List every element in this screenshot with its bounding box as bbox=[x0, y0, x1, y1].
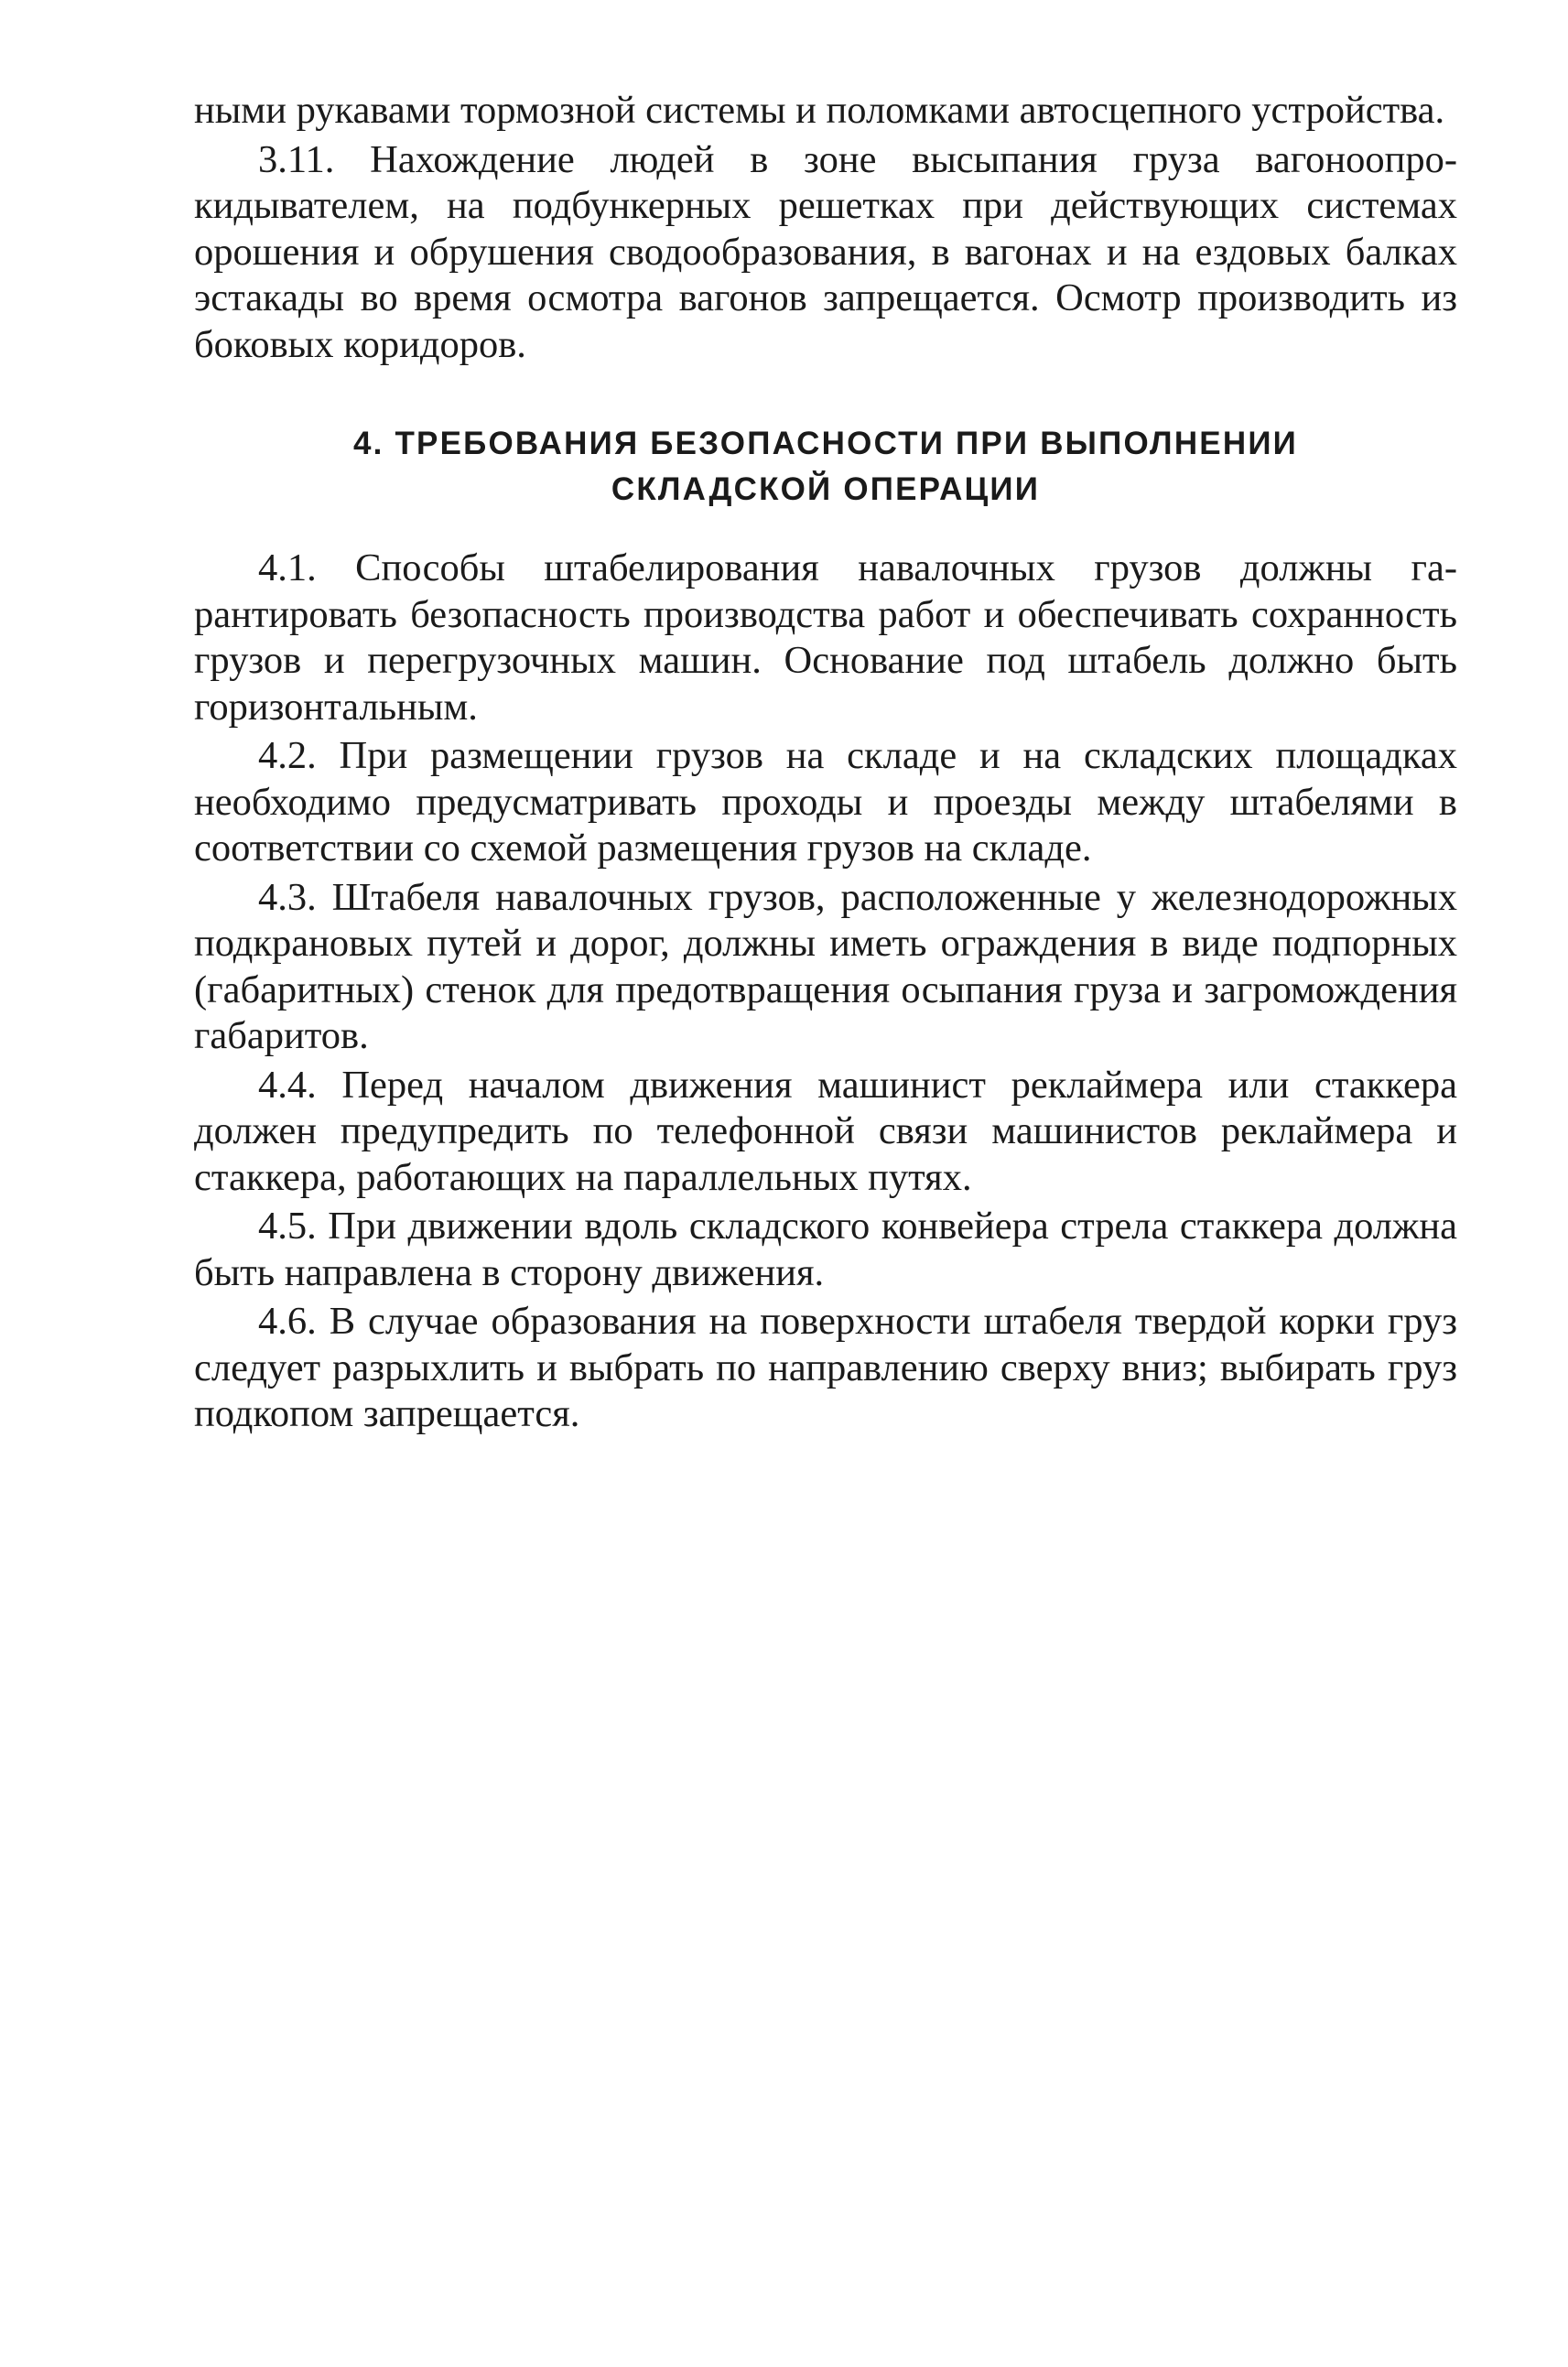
section-4-heading-line-2: СКЛАДСКОЙ ОПЕРАЦИИ bbox=[611, 471, 1041, 507]
paragraph-4-5: 4.5. При движении вдоль складского конвейера стрела стаккера должна быть направлена в сторону движения. bbox=[194, 1205, 1457, 1294]
section-4-heading bbox=[194, 421, 1457, 513]
paragraph-4-4: 4.4. Перед началом движения машинист реклаймера или стаккера должен предупредить по телефонной связи машинистов реклаймера и стаккера, работающих на параллельных путях. bbox=[194, 1063, 1457, 1199]
paragraph-3-10-continuation: ными рукавами тормозной системы и поломками автосцепного устройства. bbox=[194, 89, 1445, 132]
section-4-heading-line-1: 4. ТРЕБОВАНИЯ БЕЗОПАСНОСТИ ПРИ ВЫПОЛНЕНИИ bbox=[352, 426, 1299, 461]
paragraph-4-6: 4.6. В случае образования на поверхности штабеля твердой корки груз следует разрыхлить и выбрать по направлению сверху вниз; выбирать груз подкопом запрещается. bbox=[194, 1300, 1457, 1435]
paragraph-4-2: 4.2. При размещении грузов на складе и на складских площадках необходимо предусматривать проходы и проезды между штабелями в соответствии со схемой размещения грузов на складе. bbox=[194, 734, 1457, 870]
paragraph-4-1: 4.1. Способы штабелирования навалочных грузов должны гарантировать безопасность производства работ и обеспечивать сохранность грузов и перегрузочных машин. Основание под штабель должно быть горизонтальным. bbox=[194, 546, 1457, 729]
text-body bbox=[194, 88, 1457, 1438]
paragraph-4-3: 4.3. Штабеля навалочных грузов, расположенные у железнодорожных подкрановых путей и дорог, должны иметь ограждения в виде подпорных (габаритных) стенок для предотвращения осыпания груза и загромождения габаритов. bbox=[194, 875, 1457, 1057]
paragraph-3-11: 3.11. Нахождение людей в зоне высыпания груза вагоноопрокидывателем, на подбункерных решетках при действующих системах орошения и обрушения сводообразования, в вагонах и на ездовых балках эстакады во время осмотра вагонов запрещается. Осмотр производить из боковых коридоров. bbox=[194, 137, 1457, 366]
